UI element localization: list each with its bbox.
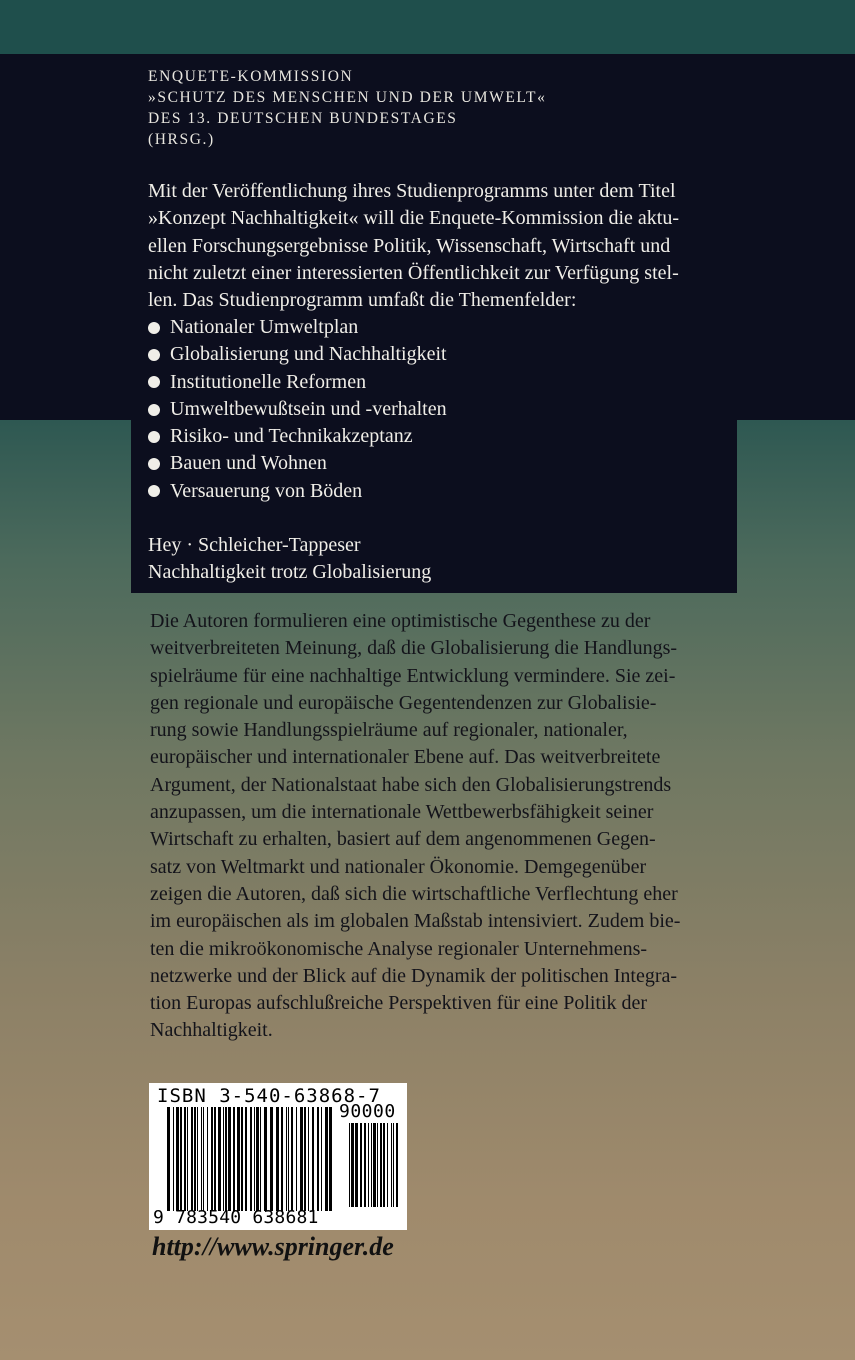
topic-item <box>148 314 447 341</box>
description-paragraph <box>150 608 720 1045</box>
barcode-bar <box>250 1107 252 1211</box>
header-line: ENQUETE-KOMMISSION <box>148 68 354 85</box>
ean-digits: 9 783540 638681 <box>153 1207 319 1228</box>
barcode-bar <box>228 1107 231 1211</box>
barcode-bar <box>312 1107 314 1211</box>
bullet-icon <box>148 458 160 470</box>
topic-label: Bauen und Wohnen <box>170 452 327 475</box>
barcode-bar <box>223 1107 224 1211</box>
description-line: weitverbreiteten Meinung, daß die Globalisierung die Handlungs- <box>150 637 678 660</box>
barcode-bar <box>377 1123 378 1207</box>
topic-item <box>148 396 447 423</box>
barcode-bar <box>396 1123 398 1207</box>
bullet-icon <box>148 485 160 497</box>
barcode-bar <box>207 1107 208 1211</box>
barcode-bar <box>194 1107 196 1211</box>
topic-label: Nationaler Umweltplan <box>170 316 359 338</box>
barcode-bar <box>211 1107 213 1211</box>
barcode-bar <box>203 1107 204 1211</box>
barcode-bar <box>176 1107 179 1211</box>
barcode-bar <box>329 1107 332 1211</box>
barcode-bar <box>317 1107 319 1211</box>
barcode-bar <box>393 1123 394 1207</box>
barcode-bar <box>308 1107 309 1211</box>
description-line: ten die mikroökonomische Analyse regionaler Unternehmens- <box>150 937 648 960</box>
barcode-bar <box>173 1107 174 1211</box>
description-line: europäischer und internationaler Ebene auf. Das weitverbreitete <box>150 746 661 769</box>
barcode-bar <box>383 1123 385 1207</box>
barcode-bar <box>184 1107 186 1211</box>
barcode-bar <box>351 1123 354 1207</box>
barcode-bar <box>187 1107 188 1211</box>
barcode-bar <box>288 1107 289 1211</box>
intro-line: nicht zuletzt einer interessierten Öffentlichkeit zur Verfügung stel- <box>148 261 679 284</box>
description-line: Die Autoren formulieren eine optimistische Gegenthese zu der <box>150 610 651 632</box>
description-line: rung sowie Handlungsspielräume auf regionaler, nationaler, <box>150 719 628 742</box>
intro-line: ellen Forschungsergebnisse Politik, Wissenschaft, Wirtschaft und <box>148 234 671 257</box>
barcode-bar <box>264 1107 267 1211</box>
description-line: Argument, der Nationalstaat habe sich den Globalisierungstrends <box>150 773 672 796</box>
barcode-bar <box>325 1107 328 1211</box>
topic-item <box>148 423 447 450</box>
barcode-bar <box>225 1107 227 1211</box>
barcode-bar <box>286 1107 287 1211</box>
topic-list <box>148 314 447 505</box>
barcode-bar <box>276 1107 279 1211</box>
barcode-bar <box>233 1107 235 1211</box>
book-authors: Hey · Schleicher-Tappeser <box>148 534 361 556</box>
bullet-icon <box>148 404 160 416</box>
topic-label: Umweltbewußtsein und -verhalten <box>170 397 447 420</box>
barcode-bar <box>201 1107 202 1211</box>
bullet-icon <box>148 322 160 334</box>
barcode-bar <box>260 1107 261 1211</box>
description-line: satz von Weltmarkt und nationaler Ökonomie. Demgegenüber <box>150 855 647 878</box>
barcode-bar <box>167 1107 170 1211</box>
description-line: netzwerke und der Blick auf die Dynamik der politischen Integra- <box>150 964 678 987</box>
topic-item <box>148 369 447 396</box>
description-line: tion Europas aufschlußreiche Perspektiven für eine Politik der <box>150 992 648 1015</box>
intro-paragraph <box>148 178 723 314</box>
editor-header <box>148 66 546 150</box>
barcode-bar <box>296 1107 297 1211</box>
bullet-icon <box>148 376 160 388</box>
barcode-bar <box>304 1107 306 1211</box>
barcode-bar <box>245 1107 247 1211</box>
barcode-bar <box>349 1123 350 1207</box>
barcode-bar <box>387 1123 388 1207</box>
barcode-bar <box>241 1107 243 1211</box>
book-info <box>148 532 431 587</box>
description-line: spielräume für eine nachhaltige Entwicklung vermindere. Sie zei- <box>150 664 676 687</box>
barcode-bar <box>360 1123 362 1207</box>
barcode-bar <box>281 1107 283 1211</box>
barcode-bar <box>197 1107 198 1211</box>
barcode-bar <box>180 1107 182 1211</box>
top-color-band <box>0 0 855 54</box>
topic-label: Globalisierung und Nachhaltigkeit <box>170 343 447 366</box>
barcode-bar <box>368 1123 369 1207</box>
isbn-label: ISBN 3-540-63868-7 <box>157 1085 381 1107</box>
description-line: gen regionale und europäische Gegentendenzen zur Globalisie- <box>150 691 657 714</box>
header-line: »SCHUTZ DES MENSCHEN UND DER UMWELT« <box>148 89 547 106</box>
barcode-bar <box>371 1123 372 1207</box>
topic-label: Institutionelle Reformen <box>170 370 367 393</box>
description-line: Wirtschaft zu erhalten, basiert auf dem angenommenen Gegen- <box>150 828 656 851</box>
topic-label: Versauerung von Böden <box>170 479 363 502</box>
topic-label: Risiko- und Technikakzeptanz <box>170 425 413 448</box>
topic-item <box>148 341 447 368</box>
description-line: zeigen die Autoren, daß sich die wirtschaftliche Verflechtung eher <box>150 882 678 905</box>
barcode-bar <box>321 1107 322 1211</box>
intro-line: »Konzept Nachhaltigkeit« will die Enquete-Kommission die aktu- <box>148 207 679 230</box>
barcode-bar <box>355 1123 358 1207</box>
barcode-bar <box>214 1107 216 1211</box>
topic-item <box>148 450 447 477</box>
intro-line: len. Das Studienprogramm umfaßt die Themenfelder: <box>148 289 577 312</box>
barcode-bar <box>256 1107 259 1211</box>
barcode-bar <box>300 1107 303 1211</box>
description-line: im europäischen als im globalen Maßstab intensiviert. Zudem bie- <box>150 910 681 933</box>
header-line: (HRSG.) <box>148 131 215 148</box>
barcode-bar <box>254 1107 255 1211</box>
barcode-bar <box>380 1123 382 1207</box>
isbn-barcode-box <box>149 1083 407 1230</box>
header-line: DES 13. DEUTSCHEN BUNDESTAGES <box>148 110 458 127</box>
barcode-bar <box>270 1107 273 1211</box>
ean-barcode-bars <box>167 1107 333 1211</box>
bullet-icon <box>148 349 160 361</box>
topic-item <box>148 478 447 505</box>
addon-digits: 90000 <box>339 1101 396 1122</box>
barcode-bar <box>291 1107 293 1211</box>
publisher-url[interactable]: http://www.springer.de <box>152 1232 394 1261</box>
barcode-bar <box>373 1123 376 1207</box>
barcode-bar <box>191 1107 193 1211</box>
addon-barcode-bars <box>349 1123 401 1207</box>
intro-line: Mit der Veröffentlichung ihres Studienprogramms unter dem Titel <box>148 180 676 202</box>
description-line: anzupassen, um die internationale Wettbewerbsfähigkeit seiner <box>150 801 654 824</box>
book-title: Nachhaltigkeit trotz Globalisierung <box>148 561 432 584</box>
barcode-bar <box>237 1107 240 1211</box>
barcode-bar <box>218 1107 221 1211</box>
description-line: Nachhaltigkeit. <box>150 1019 273 1042</box>
bullet-icon <box>148 431 160 443</box>
barcode-bar <box>391 1123 392 1207</box>
barcode-bar <box>364 1123 366 1207</box>
